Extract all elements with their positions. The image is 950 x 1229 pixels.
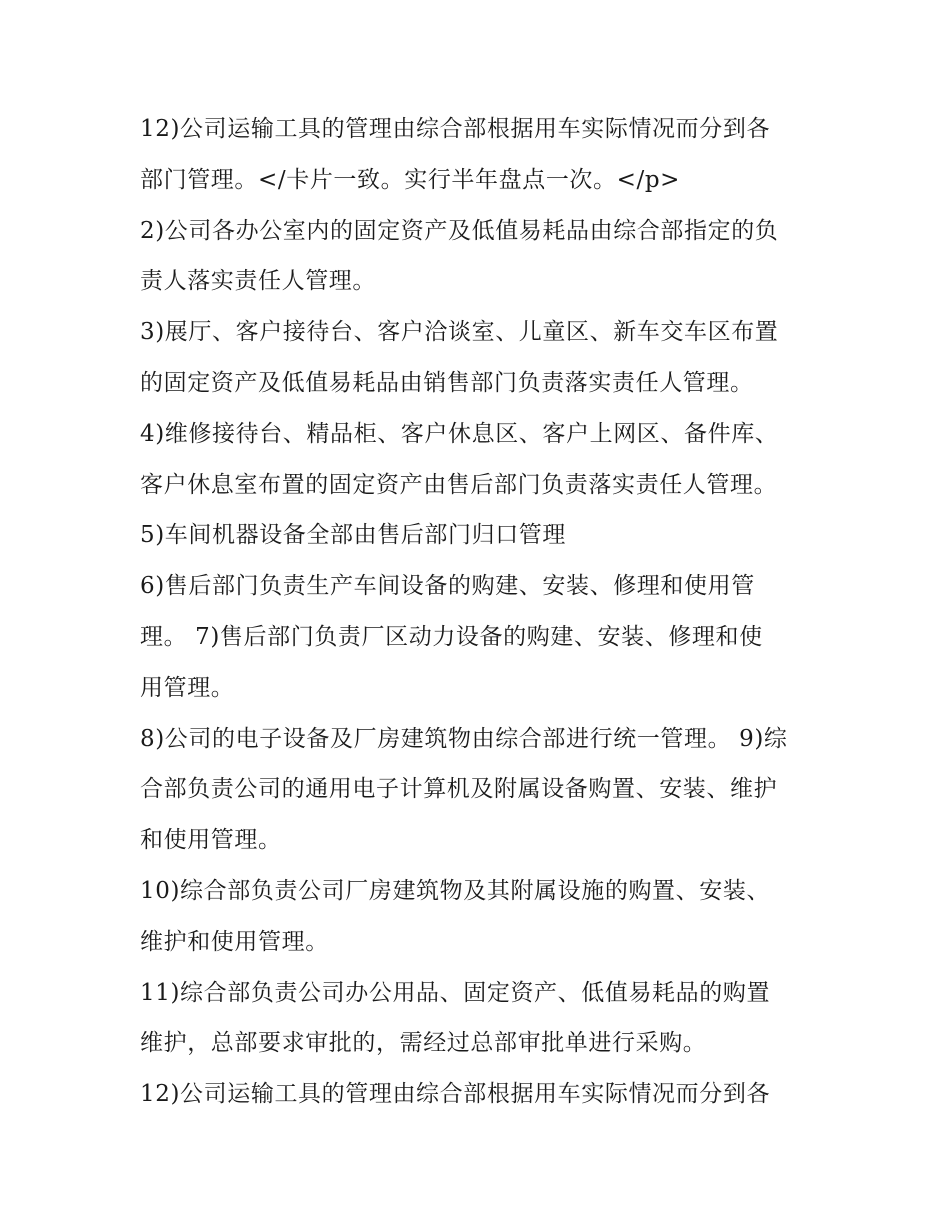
text-line: 和使用管理。 (140, 827, 282, 854)
text-line: 12)公司运输工具的管理由综合部根据用车实际情况而分到各 (140, 116, 771, 142)
text-line: 维护，总部要求审批的，需经过总部审批单进行采购。 (140, 1030, 707, 1057)
text-line: 6)售后部门负责生产车间设备的购建、安装、修理和使用管 (140, 573, 755, 600)
text-line: 的固定资产及低值易耗品由销售部门负责落实责任人管理。 (140, 369, 754, 396)
text-line: 12)公司运输工具的管理由综合部根据用车实际情况而分到各 (140, 1081, 771, 1108)
text-line: 10)综合部负责公司厂房建筑物及其附属设施的购置、安装、 (140, 877, 771, 904)
text-line: 合部负责公司的通用电子计算机及附属设备购置、安装、维护 (140, 776, 778, 803)
document-body (140, 104, 830, 1120)
text-line: 5)车间机器设备全部由售后部门归口管理 (140, 522, 567, 549)
text-line: 3)展厅、客户接待台、客户洽谈室、儿童区、新车交车区布置 (140, 319, 779, 346)
text-line: 8)公司的电子设备及厂房建筑物由综合部进行统一管理。 9)综 (140, 725, 788, 752)
text-line: 4)维修接待台、精品柜、客户休息区、客户上网区、备件库、 (140, 420, 779, 447)
text-line: 客户休息室布置的固定资产由售后部门负责落实责任人管理。 (140, 471, 778, 498)
text-line: 部门管理。</卡片一致。实行半年盘点一次。</p> (140, 166, 681, 193)
text-line: 维护和使用管理。 (140, 928, 329, 955)
text-line: 2)公司各办公室内的固定资产及低值易耗品由综合部指定的负 (140, 217, 779, 244)
text-line: 责人落实责任人管理。 (140, 268, 376, 295)
text-line: 11)综合部负责公司办公用品、固定资产、低值易耗品的购置 (140, 979, 771, 1006)
text-line: 用管理。 (140, 674, 235, 701)
text-line: 理。 7)售后部门负责厂区动力设备的购建、安装、修理和使 (140, 623, 763, 650)
